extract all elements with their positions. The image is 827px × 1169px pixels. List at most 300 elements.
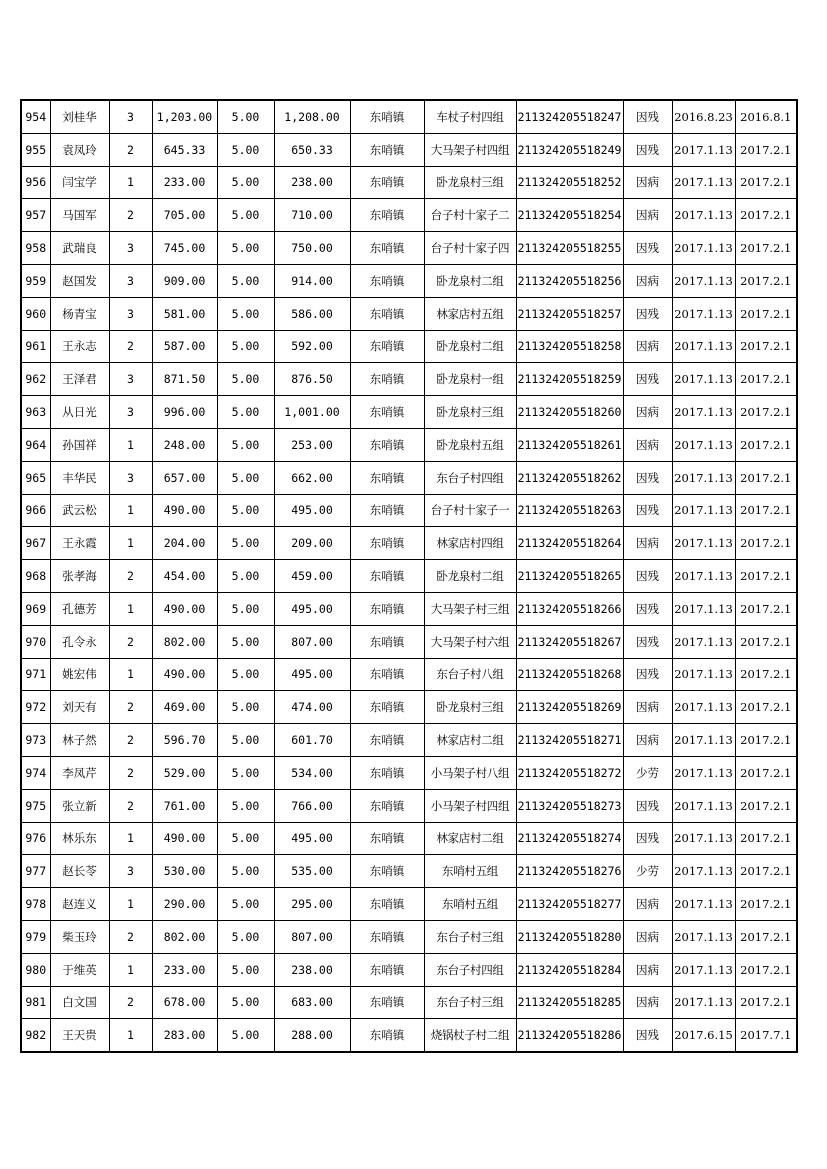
record-id-cell: 211324205518263 xyxy=(516,494,623,527)
village-group-cell: 台子村十家子四 xyxy=(424,232,516,265)
record-id-cell: 211324205518254 xyxy=(516,199,623,232)
poverty-reason-cell: 因病 xyxy=(623,724,672,757)
start-date-cell: 2017.2.1 xyxy=(735,232,797,265)
start-date-cell: 2017.2.1 xyxy=(735,953,797,986)
village-group-cell: 卧龙泉村三组 xyxy=(424,166,516,199)
total-amount-cell: 807.00 xyxy=(274,625,350,658)
increase-amount-cell: 5.00 xyxy=(217,920,274,953)
total-amount-cell: 662.00 xyxy=(274,461,350,494)
approval-date-cell: 2017.1.13 xyxy=(672,592,735,625)
total-amount-cell: 876.50 xyxy=(274,363,350,396)
table-row xyxy=(21,199,797,232)
household-count-cell: 2 xyxy=(109,330,152,363)
person-name-cell: 张立新 xyxy=(50,789,109,822)
increase-amount-cell: 5.00 xyxy=(217,789,274,822)
allowance-amount-cell: 529.00 xyxy=(152,756,217,789)
allowance-amount-cell: 761.00 xyxy=(152,789,217,822)
poverty-reason-cell: 因残 xyxy=(623,494,672,527)
table-row xyxy=(21,724,797,757)
village-group-cell: 卧龙泉村三组 xyxy=(424,691,516,724)
table-row xyxy=(21,789,797,822)
person-name-cell: 张孝海 xyxy=(50,560,109,593)
start-date-cell: 2017.2.1 xyxy=(735,560,797,593)
increase-amount-cell: 5.00 xyxy=(217,691,274,724)
start-date-cell: 2017.2.1 xyxy=(735,658,797,691)
approval-date-cell: 2017.1.13 xyxy=(672,691,735,724)
approval-date-cell: 2017.1.13 xyxy=(672,166,735,199)
poverty-reason-cell: 因残 xyxy=(623,822,672,855)
increase-amount-cell: 5.00 xyxy=(217,986,274,1019)
total-amount-cell: 601.70 xyxy=(274,724,350,757)
person-name-cell: 于维英 xyxy=(50,953,109,986)
start-date-cell: 2017.2.1 xyxy=(735,461,797,494)
approval-date-cell: 2017.1.13 xyxy=(672,724,735,757)
person-name-cell: 赵国发 xyxy=(50,264,109,297)
record-id-cell: 211324205518247 xyxy=(516,100,623,133)
start-date-cell: 2017.2.1 xyxy=(735,789,797,822)
table-row xyxy=(21,986,797,1019)
household-count-cell: 2 xyxy=(109,986,152,1019)
serial-number-cell: 976 xyxy=(21,822,50,855)
village-group-cell: 小马架子村四组 xyxy=(424,789,516,822)
increase-amount-cell: 5.00 xyxy=(217,199,274,232)
serial-number-cell: 972 xyxy=(21,691,50,724)
approval-date-cell: 2017.1.13 xyxy=(672,560,735,593)
village-group-cell: 小马架子村八组 xyxy=(424,756,516,789)
record-id-cell: 211324205518260 xyxy=(516,396,623,429)
household-count-cell: 1 xyxy=(109,658,152,691)
record-id-cell: 211324205518286 xyxy=(516,1019,623,1052)
start-date-cell: 2017.2.1 xyxy=(735,691,797,724)
record-id-cell: 211324205518257 xyxy=(516,297,623,330)
start-date-cell: 2016.8.1 xyxy=(735,100,797,133)
serial-number-cell: 961 xyxy=(21,330,50,363)
household-count-cell: 2 xyxy=(109,920,152,953)
household-count-cell: 3 xyxy=(109,363,152,396)
approval-date-cell: 2017.1.13 xyxy=(672,264,735,297)
household-count-cell: 1 xyxy=(109,527,152,560)
town-cell: 东哨镇 xyxy=(350,855,424,888)
household-count-cell: 1 xyxy=(109,592,152,625)
town-cell: 东哨镇 xyxy=(350,625,424,658)
serial-number-cell: 957 xyxy=(21,199,50,232)
person-name-cell: 王永霞 xyxy=(50,527,109,560)
town-cell: 东哨镇 xyxy=(350,1019,424,1052)
start-date-cell: 2017.2.1 xyxy=(735,822,797,855)
village-group-cell: 台子村十家子二 xyxy=(424,199,516,232)
allowance-amount-cell: 490.00 xyxy=(152,658,217,691)
approval-date-cell: 2017.1.13 xyxy=(672,658,735,691)
start-date-cell: 2017.2.1 xyxy=(735,920,797,953)
town-cell: 东哨镇 xyxy=(350,199,424,232)
start-date-cell: 2017.2.1 xyxy=(735,133,797,166)
allowance-amount-cell: 248.00 xyxy=(152,428,217,461)
increase-amount-cell: 5.00 xyxy=(217,297,274,330)
record-id-cell: 211324205518285 xyxy=(516,986,623,1019)
town-cell: 东哨镇 xyxy=(350,724,424,757)
person-name-cell: 李凤芹 xyxy=(50,756,109,789)
increase-amount-cell: 5.00 xyxy=(217,527,274,560)
record-id-cell: 211324205518280 xyxy=(516,920,623,953)
start-date-cell: 2017.2.1 xyxy=(735,264,797,297)
total-amount-cell: 766.00 xyxy=(274,789,350,822)
town-cell: 东哨镇 xyxy=(350,166,424,199)
poverty-reason-cell: 因病 xyxy=(623,953,672,986)
increase-amount-cell: 5.00 xyxy=(217,953,274,986)
total-amount-cell: 1,208.00 xyxy=(274,100,350,133)
poverty-reason-cell: 因病 xyxy=(623,396,672,429)
poverty-reason-cell: 因病 xyxy=(623,527,672,560)
serial-number-cell: 977 xyxy=(21,855,50,888)
household-count-cell: 2 xyxy=(109,756,152,789)
approval-date-cell: 2016.8.23 xyxy=(672,100,735,133)
serial-number-cell: 971 xyxy=(21,658,50,691)
person-name-cell: 孙国祥 xyxy=(50,428,109,461)
record-id-cell: 211324205518269 xyxy=(516,691,623,724)
increase-amount-cell: 5.00 xyxy=(217,428,274,461)
household-count-cell: 1 xyxy=(109,428,152,461)
person-name-cell: 王天贵 xyxy=(50,1019,109,1052)
poverty-reason-cell: 因病 xyxy=(623,888,672,921)
poverty-reason-cell: 因病 xyxy=(623,920,672,953)
total-amount-cell: 288.00 xyxy=(274,1019,350,1052)
total-amount-cell: 586.00 xyxy=(274,297,350,330)
village-group-cell: 东哨村五组 xyxy=(424,888,516,921)
table-row xyxy=(21,592,797,625)
record-id-cell: 211324205518277 xyxy=(516,888,623,921)
total-amount-cell: 474.00 xyxy=(274,691,350,724)
table-row xyxy=(21,133,797,166)
start-date-cell: 2017.2.1 xyxy=(735,986,797,1019)
record-id-cell: 211324205518276 xyxy=(516,855,623,888)
start-date-cell: 2017.2.1 xyxy=(735,199,797,232)
village-group-cell: 大马架子村六组 xyxy=(424,625,516,658)
table-row xyxy=(21,330,797,363)
start-date-cell: 2017.2.1 xyxy=(735,527,797,560)
record-id-cell: 211324205518262 xyxy=(516,461,623,494)
village-group-cell: 卧龙泉村三组 xyxy=(424,396,516,429)
total-amount-cell: 253.00 xyxy=(274,428,350,461)
total-amount-cell: 495.00 xyxy=(274,592,350,625)
household-count-cell: 2 xyxy=(109,625,152,658)
table-row xyxy=(21,100,797,133)
person-name-cell: 孔令永 xyxy=(50,625,109,658)
serial-number-cell: 980 xyxy=(21,953,50,986)
poverty-reason-cell: 因残 xyxy=(623,625,672,658)
approval-date-cell: 2017.1.13 xyxy=(672,855,735,888)
serial-number-cell: 981 xyxy=(21,986,50,1019)
approval-date-cell: 2017.1.13 xyxy=(672,920,735,953)
person-name-cell: 袁凤玲 xyxy=(50,133,109,166)
table-row xyxy=(21,527,797,560)
household-count-cell: 2 xyxy=(109,560,152,593)
increase-amount-cell: 5.00 xyxy=(217,560,274,593)
record-id-cell: 211324205518271 xyxy=(516,724,623,757)
total-amount-cell: 1,001.00 xyxy=(274,396,350,429)
person-name-cell: 孔德芳 xyxy=(50,592,109,625)
village-group-cell: 东台子村八组 xyxy=(424,658,516,691)
town-cell: 东哨镇 xyxy=(350,560,424,593)
increase-amount-cell: 5.00 xyxy=(217,166,274,199)
serial-number-cell: 979 xyxy=(21,920,50,953)
start-date-cell: 2017.2.1 xyxy=(735,396,797,429)
increase-amount-cell: 5.00 xyxy=(217,264,274,297)
poverty-reason-cell: 因残 xyxy=(623,297,672,330)
allowance-amount-cell: 596.70 xyxy=(152,724,217,757)
person-name-cell: 柴玉玲 xyxy=(50,920,109,953)
approval-date-cell: 2017.1.13 xyxy=(672,133,735,166)
serial-number-cell: 978 xyxy=(21,888,50,921)
town-cell: 东哨镇 xyxy=(350,920,424,953)
allowance-amount-cell: 283.00 xyxy=(152,1019,217,1052)
total-amount-cell: 650.33 xyxy=(274,133,350,166)
record-id-cell: 211324205518255 xyxy=(516,232,623,265)
total-amount-cell: 238.00 xyxy=(274,953,350,986)
increase-amount-cell: 5.00 xyxy=(217,396,274,429)
allowance-amount-cell: 490.00 xyxy=(152,494,217,527)
increase-amount-cell: 5.00 xyxy=(217,592,274,625)
serial-number-cell: 955 xyxy=(21,133,50,166)
record-id-cell: 211324205518252 xyxy=(516,166,623,199)
allowance-amount-cell: 233.00 xyxy=(152,953,217,986)
start-date-cell: 2017.2.1 xyxy=(735,428,797,461)
person-name-cell: 林子然 xyxy=(50,724,109,757)
allowance-amount-cell: 204.00 xyxy=(152,527,217,560)
record-id-cell: 211324205518284 xyxy=(516,953,623,986)
serial-number-cell: 967 xyxy=(21,527,50,560)
approval-date-cell: 2017.1.13 xyxy=(672,396,735,429)
household-count-cell: 3 xyxy=(109,297,152,330)
table-row xyxy=(21,920,797,953)
town-cell: 东哨镇 xyxy=(350,986,424,1019)
poverty-reason-cell: 因病 xyxy=(623,264,672,297)
serial-number-cell: 968 xyxy=(21,560,50,593)
allowance-amount-cell: 657.00 xyxy=(152,461,217,494)
town-cell: 东哨镇 xyxy=(350,428,424,461)
increase-amount-cell: 5.00 xyxy=(217,822,274,855)
approval-date-cell: 2017.1.13 xyxy=(672,789,735,822)
village-group-cell: 大马架子村四组 xyxy=(424,133,516,166)
village-group-cell: 卧龙泉村二组 xyxy=(424,560,516,593)
poverty-reason-cell: 少劳 xyxy=(623,855,672,888)
table-row xyxy=(21,166,797,199)
table-row xyxy=(21,560,797,593)
person-name-cell: 从日光 xyxy=(50,396,109,429)
approval-date-cell: 2017.1.13 xyxy=(672,756,735,789)
person-name-cell: 武瑞良 xyxy=(50,232,109,265)
person-name-cell: 王泽君 xyxy=(50,363,109,396)
person-name-cell: 王永志 xyxy=(50,330,109,363)
increase-amount-cell: 5.00 xyxy=(217,494,274,527)
poverty-reason-cell: 因残 xyxy=(623,1019,672,1052)
record-id-cell: 211324205518258 xyxy=(516,330,623,363)
allowance-amount-cell: 996.00 xyxy=(152,396,217,429)
household-count-cell: 3 xyxy=(109,264,152,297)
town-cell: 东哨镇 xyxy=(350,756,424,789)
approval-date-cell: 2017.1.13 xyxy=(672,888,735,921)
serial-number-cell: 966 xyxy=(21,494,50,527)
village-group-cell: 林家店村五组 xyxy=(424,297,516,330)
allowance-amount-cell: 490.00 xyxy=(152,592,217,625)
table-row xyxy=(21,396,797,429)
town-cell: 东哨镇 xyxy=(350,658,424,691)
table-row xyxy=(21,232,797,265)
household-count-cell: 1 xyxy=(109,888,152,921)
increase-amount-cell: 5.00 xyxy=(217,625,274,658)
person-name-cell: 赵长苓 xyxy=(50,855,109,888)
serial-number-cell: 974 xyxy=(21,756,50,789)
serial-number-cell: 969 xyxy=(21,592,50,625)
approval-date-cell: 2017.1.13 xyxy=(672,822,735,855)
town-cell: 东哨镇 xyxy=(350,100,424,133)
allowance-amount-cell: 745.00 xyxy=(152,232,217,265)
allowance-amount-cell: 581.00 xyxy=(152,297,217,330)
serial-number-cell: 965 xyxy=(21,461,50,494)
table-row xyxy=(21,691,797,724)
poverty-reason-cell: 因残 xyxy=(623,363,672,396)
village-group-cell: 东台子村四组 xyxy=(424,953,516,986)
village-group-cell: 卧龙泉村五组 xyxy=(424,428,516,461)
record-id-cell: 211324205518266 xyxy=(516,592,623,625)
approval-date-cell: 2017.1.13 xyxy=(672,461,735,494)
total-amount-cell: 807.00 xyxy=(274,920,350,953)
total-amount-cell: 459.00 xyxy=(274,560,350,593)
increase-amount-cell: 5.00 xyxy=(217,724,274,757)
increase-amount-cell: 5.00 xyxy=(217,1019,274,1052)
increase-amount-cell: 5.00 xyxy=(217,363,274,396)
town-cell: 东哨镇 xyxy=(350,494,424,527)
table-body xyxy=(21,100,797,1052)
person-name-cell: 丰华民 xyxy=(50,461,109,494)
village-group-cell: 车杖子村四组 xyxy=(424,100,516,133)
total-amount-cell: 914.00 xyxy=(274,264,350,297)
town-cell: 东哨镇 xyxy=(350,888,424,921)
record-id-cell: 211324205518256 xyxy=(516,264,623,297)
approval-date-cell: 2017.1.13 xyxy=(672,494,735,527)
serial-number-cell: 954 xyxy=(21,100,50,133)
town-cell: 东哨镇 xyxy=(350,330,424,363)
increase-amount-cell: 5.00 xyxy=(217,756,274,789)
approval-date-cell: 2017.1.13 xyxy=(672,986,735,1019)
start-date-cell: 2017.2.1 xyxy=(735,756,797,789)
start-date-cell: 2017.2.1 xyxy=(735,363,797,396)
poverty-reason-cell: 少劳 xyxy=(623,756,672,789)
table-row xyxy=(21,888,797,921)
village-group-cell: 东哨村五组 xyxy=(424,855,516,888)
total-amount-cell: 750.00 xyxy=(274,232,350,265)
increase-amount-cell: 5.00 xyxy=(217,888,274,921)
person-name-cell: 林乐东 xyxy=(50,822,109,855)
poverty-reason-cell: 因病 xyxy=(623,199,672,232)
town-cell: 东哨镇 xyxy=(350,953,424,986)
village-group-cell: 东台子村三组 xyxy=(424,986,516,1019)
increase-amount-cell: 5.00 xyxy=(217,100,274,133)
table-row xyxy=(21,363,797,396)
household-count-cell: 1 xyxy=(109,494,152,527)
household-count-cell: 1 xyxy=(109,166,152,199)
relief-roster-table xyxy=(20,99,798,1053)
household-count-cell: 1 xyxy=(109,1019,152,1052)
record-id-cell: 211324205518273 xyxy=(516,789,623,822)
approval-date-cell: 2017.1.13 xyxy=(672,625,735,658)
allowance-amount-cell: 802.00 xyxy=(152,920,217,953)
household-count-cell: 2 xyxy=(109,724,152,757)
table-row xyxy=(21,855,797,888)
table-row xyxy=(21,625,797,658)
person-name-cell: 闫宝学 xyxy=(50,166,109,199)
town-cell: 东哨镇 xyxy=(350,461,424,494)
poverty-reason-cell: 因病 xyxy=(623,691,672,724)
household-count-cell: 1 xyxy=(109,953,152,986)
household-count-cell: 3 xyxy=(109,100,152,133)
poverty-reason-cell: 因病 xyxy=(623,986,672,1019)
increase-amount-cell: 5.00 xyxy=(217,133,274,166)
poverty-reason-cell: 因病 xyxy=(623,166,672,199)
total-amount-cell: 295.00 xyxy=(274,888,350,921)
village-group-cell: 林家店村四组 xyxy=(424,527,516,560)
town-cell: 东哨镇 xyxy=(350,822,424,855)
allowance-amount-cell: 678.00 xyxy=(152,986,217,1019)
record-id-cell: 211324205518261 xyxy=(516,428,623,461)
record-id-cell: 211324205518264 xyxy=(516,527,623,560)
town-cell: 东哨镇 xyxy=(350,396,424,429)
household-count-cell: 3 xyxy=(109,461,152,494)
total-amount-cell: 710.00 xyxy=(274,199,350,232)
poverty-reason-cell: 因残 xyxy=(623,789,672,822)
serial-number-cell: 982 xyxy=(21,1019,50,1052)
table-row xyxy=(21,1019,797,1052)
start-date-cell: 2017.2.1 xyxy=(735,888,797,921)
poverty-reason-cell: 因残 xyxy=(623,560,672,593)
start-date-cell: 2017.2.1 xyxy=(735,166,797,199)
allowance-amount-cell: 871.50 xyxy=(152,363,217,396)
approval-date-cell: 2017.1.13 xyxy=(672,199,735,232)
allowance-amount-cell: 290.00 xyxy=(152,888,217,921)
start-date-cell: 2017.2.1 xyxy=(735,625,797,658)
increase-amount-cell: 5.00 xyxy=(217,330,274,363)
increase-amount-cell: 5.00 xyxy=(217,461,274,494)
table-row xyxy=(21,297,797,330)
person-name-cell: 刘天有 xyxy=(50,691,109,724)
approval-date-cell: 2017.1.13 xyxy=(672,232,735,265)
town-cell: 东哨镇 xyxy=(350,789,424,822)
person-name-cell: 杨青宝 xyxy=(50,297,109,330)
total-amount-cell: 495.00 xyxy=(274,822,350,855)
record-id-cell: 211324205518259 xyxy=(516,363,623,396)
poverty-reason-cell: 因残 xyxy=(623,658,672,691)
village-group-cell: 卧龙泉村二组 xyxy=(424,330,516,363)
village-group-cell: 东台子村四组 xyxy=(424,461,516,494)
allowance-amount-cell: 802.00 xyxy=(152,625,217,658)
increase-amount-cell: 5.00 xyxy=(217,658,274,691)
allowance-amount-cell: 233.00 xyxy=(152,166,217,199)
start-date-cell: 2017.7.1 xyxy=(735,1019,797,1052)
start-date-cell: 2017.2.1 xyxy=(735,330,797,363)
total-amount-cell: 535.00 xyxy=(274,855,350,888)
serial-number-cell: 973 xyxy=(21,724,50,757)
person-name-cell: 武云松 xyxy=(50,494,109,527)
household-count-cell: 1 xyxy=(109,822,152,855)
person-name-cell: 白文国 xyxy=(50,986,109,1019)
serial-number-cell: 956 xyxy=(21,166,50,199)
village-group-cell: 东台子村三组 xyxy=(424,920,516,953)
poverty-reason-cell: 因残 xyxy=(623,592,672,625)
household-count-cell: 3 xyxy=(109,232,152,265)
town-cell: 东哨镇 xyxy=(350,133,424,166)
serial-number-cell: 959 xyxy=(21,264,50,297)
serial-number-cell: 963 xyxy=(21,396,50,429)
household-count-cell: 2 xyxy=(109,199,152,232)
